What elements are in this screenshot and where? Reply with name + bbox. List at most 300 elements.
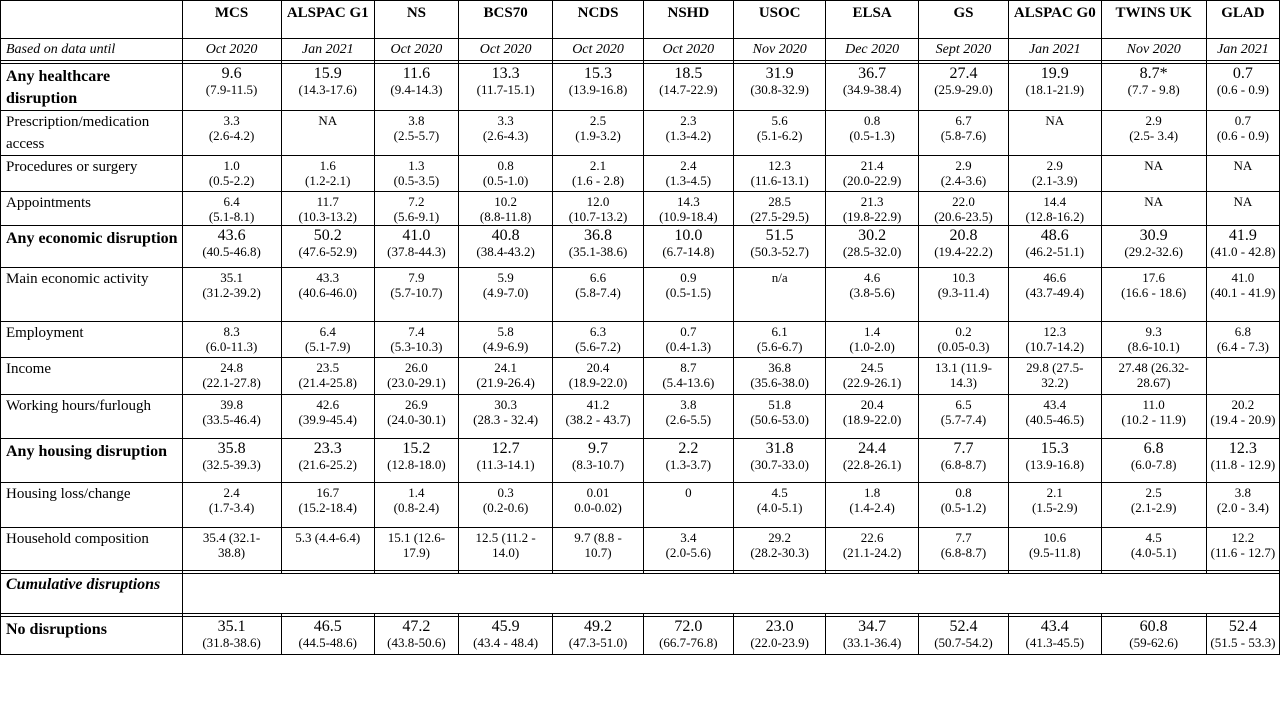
column-header-elsa: ELSA — [826, 1, 918, 39]
column-header-bcs70: BCS70 — [458, 1, 553, 39]
table-cell — [826, 226, 918, 268]
table-row-no-disruptions — [1, 617, 1280, 655]
cell-confidence-interval: 38.8) — [218, 545, 246, 560]
cell-confidence-interval: (8.6-10.1) — [1127, 339, 1180, 354]
cell-estimate: 0.8 — [863, 113, 881, 128]
table-cell — [281, 395, 375, 439]
cell-estimate: 0 — [685, 485, 692, 500]
cell-estimate: 35.4 (32.1- — [202, 530, 261, 545]
table-cell — [1009, 528, 1101, 571]
table-cell — [458, 111, 553, 156]
cell-confidence-interval: (5.7-7.4) — [940, 412, 987, 427]
cell-confidence-interval: (34.9-38.4) — [842, 82, 902, 97]
cell-confidence-interval: (37.8-44.3) — [387, 244, 446, 259]
cell-confidence-interval: (2.0-5.6) — [665, 545, 712, 560]
table-cell — [643, 395, 733, 439]
cell-confidence-interval: (5.8-7.4) — [575, 285, 621, 300]
cell-estimate: 2.9 — [1046, 158, 1063, 173]
cell-confidence-interval: (28.5-32.0) — [842, 244, 902, 259]
cell-estimate: 48.6 — [1040, 227, 1069, 244]
cell-confidence-interval: (7.7 - 9.8) — [1127, 82, 1180, 97]
cell-confidence-interval: (20.6-23.5) — [934, 209, 993, 224]
table-cell — [1101, 111, 1206, 156]
cell-estimate: 12.0 — [586, 194, 610, 209]
cell-estimate: 0.3 — [497, 485, 514, 500]
table-cell — [553, 64, 643, 111]
cumulative-empty-cell — [182, 574, 1279, 614]
cell-estimate: 41.9 — [1228, 227, 1257, 244]
table-cell — [182, 483, 281, 528]
cell-confidence-interval: (5.4-13.6) — [662, 375, 715, 390]
cell-confidence-interval: (25.9-29.0) — [934, 82, 993, 97]
cell-confidence-interval: (35.6-38.0) — [750, 375, 809, 390]
cell-estimate: 23.5 — [316, 360, 340, 375]
table-cell — [553, 358, 643, 395]
cell-estimate: 13.3 — [491, 65, 520, 82]
table-cell — [458, 358, 553, 395]
cell-estimate: 36.7 — [858, 65, 887, 82]
table-cell — [918, 111, 1008, 156]
table-cell — [733, 192, 825, 226]
table-cell — [375, 64, 459, 111]
cell-estimate: 1.6 — [319, 158, 336, 173]
cell-estimate: 30.2 — [858, 227, 887, 244]
table-cell — [643, 617, 733, 655]
cell-confidence-interval: (5.1-6.2) — [756, 128, 803, 143]
cell-confidence-interval: (22.1-27.8) — [202, 375, 261, 390]
table-cell — [1009, 226, 1101, 268]
cell-confidence-interval: (59-62.6) — [1129, 635, 1179, 650]
cell-confidence-interval: (21.1-24.2) — [842, 545, 902, 560]
cell-estimate: 16.7 — [316, 485, 340, 500]
cell-confidence-interval: (18.9-22.0) — [568, 375, 628, 390]
table-cell — [1101, 64, 1206, 111]
cell-confidence-interval: (29.2-32.6) — [1124, 244, 1183, 259]
cell-confidence-interval: (0.8-2.4) — [393, 500, 440, 515]
cell-confidence-interval: (6.0-7.8) — [1130, 457, 1177, 472]
table-cell — [733, 617, 825, 655]
table-cell — [643, 268, 733, 322]
cell-estimate: 12.3 — [1043, 324, 1067, 339]
cell-estimate: 17.6 — [1142, 270, 1166, 285]
cell-estimate: 31.9 — [765, 65, 794, 82]
cell-confidence-interval: (22.9-26.1) — [842, 375, 902, 390]
cell-estimate: 15.9 — [313, 65, 342, 82]
table-cell — [918, 322, 1008, 358]
cell-confidence-interval: (6.8-8.7) — [940, 545, 987, 560]
cell-confidence-interval: (0.5-1.2) — [940, 500, 987, 515]
cell-estimate: 45.9 — [491, 618, 520, 635]
cell-estimate: 11.6 — [402, 65, 431, 82]
cell-estimate: 72.0 — [674, 618, 703, 635]
row-label: Any healthcare disruption — [1, 64, 183, 111]
cell-estimate: 2.1 — [1046, 485, 1063, 500]
table-cell — [1206, 226, 1279, 268]
cell-confidence-interval: (46.2-51.1) — [1025, 244, 1085, 259]
cell-estimate: 29.8 (27.5- — [1026, 360, 1084, 375]
based-on-date: Jan 2021 — [1009, 39, 1101, 61]
cell-estimate: 35.8 — [217, 440, 246, 457]
cumulative-label: Cumulative disruptions — [1, 574, 183, 614]
table-cell — [643, 483, 733, 528]
table-cell — [458, 617, 553, 655]
cell-estimate: 7.9 — [408, 270, 425, 285]
table-cell — [458, 439, 553, 483]
cell-estimate: 22.6 — [860, 530, 884, 545]
cell-estimate: 20.8 — [949, 227, 978, 244]
cell-estimate: 5.8 — [497, 324, 514, 339]
cell-estimate: 12.3 — [1228, 440, 1257, 457]
table-cell — [733, 111, 825, 156]
table-cell — [826, 322, 918, 358]
cell-confidence-interval: (66.7-76.8) — [659, 635, 718, 650]
table-cell — [458, 64, 553, 111]
cell-estimate: 8.7 — [680, 360, 697, 375]
table-cell — [1101, 358, 1206, 395]
table-cell — [375, 268, 459, 322]
table-cell — [1101, 617, 1206, 655]
table-cell — [1101, 226, 1206, 268]
table-cell — [1206, 64, 1279, 111]
cell-estimate: NA — [318, 113, 338, 128]
cell-confidence-interval: (11.6 - 12.7) — [1210, 545, 1276, 560]
cell-estimate: 1.3 — [408, 158, 425, 173]
cell-estimate: NA — [1233, 194, 1253, 209]
header-corner — [1, 1, 183, 39]
cell-confidence-interval: (23.0-29.1) — [387, 375, 446, 390]
cell-confidence-interval: (18.9-22.0) — [842, 412, 902, 427]
cell-confidence-interval: (1.3-3.7) — [665, 457, 712, 472]
based-on-date: Oct 2020 — [182, 39, 281, 61]
cell-confidence-interval: (9.3-11.4) — [937, 285, 990, 300]
cell-estimate: 2.5 — [1145, 485, 1162, 500]
cell-estimate: 31.8 — [765, 440, 794, 457]
cell-confidence-interval: (43.8-50.6) — [387, 635, 446, 650]
cell-confidence-interval: (0.2-0.6) — [482, 500, 529, 515]
table-cell — [1206, 483, 1279, 528]
cell-confidence-interval: (9.4-14.3) — [390, 82, 443, 97]
cell-estimate: 26.9 — [405, 397, 428, 412]
cell-estimate: 5.3 (4.4-6.4) — [295, 530, 361, 545]
row-label: Working hours/furlough — [1, 395, 183, 439]
cell-estimate: 41.0 — [1231, 270, 1255, 285]
column-header-ns: NS — [375, 1, 459, 39]
cell-estimate: 43.3 — [316, 270, 340, 285]
cell-estimate: 22.0 — [952, 194, 975, 209]
cell-estimate: NA — [1233, 158, 1253, 173]
based-on-date: Oct 2020 — [553, 39, 643, 61]
row-label: Main economic activity — [1, 268, 183, 322]
cell-confidence-interval: (8.8-11.8) — [479, 209, 532, 224]
cell-estimate: 15.3 — [1040, 440, 1069, 457]
table-cell — [281, 358, 375, 395]
table-cell — [826, 156, 918, 192]
cell-confidence-interval: (1.3-4.2) — [665, 128, 712, 143]
cell-estimate: 24.5 — [860, 360, 884, 375]
cell-estimate: 8.7* — [1139, 65, 1168, 82]
cell-estimate: 28.5 — [768, 194, 792, 209]
table-cell — [1206, 528, 1279, 571]
table-row-appointments — [1, 192, 1280, 226]
cell-confidence-interval: (33.5-46.4) — [202, 412, 261, 427]
cell-confidence-interval: (15.2-18.4) — [298, 500, 357, 515]
table-cell — [1009, 395, 1101, 439]
table-cell — [918, 358, 1008, 395]
table-cell — [182, 617, 281, 655]
cell-estimate: 34.7 — [858, 618, 887, 635]
table-cell — [733, 322, 825, 358]
table-row-working-hours-furlough — [1, 395, 1280, 439]
cell-estimate: 9.7 — [588, 440, 609, 457]
cell-confidence-interval: (3.8-5.6) — [849, 285, 895, 300]
based-on-date: Jan 2021 — [281, 39, 375, 61]
table-cell — [1206, 322, 1279, 358]
cell-estimate: 3.8 — [1234, 485, 1252, 500]
table-cell — [281, 528, 375, 571]
table-cell — [182, 111, 281, 156]
cell-estimate: 12.7 — [491, 440, 520, 457]
table-row-employment — [1, 322, 1280, 358]
cell-confidence-interval: (38.4-43.2) — [476, 244, 535, 259]
table-cell — [281, 439, 375, 483]
table-cell — [375, 439, 459, 483]
table-cell — [918, 64, 1008, 111]
cell-confidence-interval: (0.6 - 0.9) — [1216, 128, 1269, 143]
table-cell — [733, 358, 825, 395]
cell-confidence-interval: (19.4 - 20.9) — [1210, 412, 1276, 427]
cell-estimate: 3.3 — [497, 113, 514, 128]
cell-confidence-interval: 10.7) — [584, 545, 612, 560]
cell-estimate: 26.0 — [405, 360, 428, 375]
based-on-date: Nov 2020 — [1101, 39, 1206, 61]
table-cell — [733, 528, 825, 571]
cell-confidence-interval: (0.5-1.5) — [665, 285, 712, 300]
cell-estimate: 51.5 — [765, 227, 794, 244]
row-label: Housing loss/change — [1, 483, 183, 528]
cell-estimate: 1.4 — [408, 485, 425, 500]
cell-confidence-interval: (13.9-16.8) — [1025, 457, 1085, 472]
table-header-row — [1, 1, 1280, 39]
cell-confidence-interval: (35.1-38.6) — [568, 244, 628, 259]
table-cell — [826, 268, 918, 322]
cell-estimate: 0.8 — [497, 158, 514, 173]
cell-estimate: 23.0 — [765, 618, 794, 635]
cell-estimate: 2.2 — [678, 440, 699, 457]
cell-estimate: 10.0 — [674, 227, 703, 244]
table-cell — [826, 439, 918, 483]
table-cell — [182, 226, 281, 268]
table-cell — [1206, 156, 1279, 192]
cell-confidence-interval: (2.1-2.9) — [1130, 500, 1177, 515]
cell-confidence-interval: (43.4 - 48.4) — [473, 635, 539, 650]
cell-estimate: 13.1 (11.9- — [934, 360, 992, 375]
table-cell — [918, 192, 1008, 226]
cell-confidence-interval: (0.4-1.3) — [665, 339, 712, 354]
cell-estimate: 15.1 (12.6- — [387, 530, 446, 545]
table-cell — [553, 617, 643, 655]
cell-estimate: 12.5 (11.2 - — [475, 530, 536, 545]
cell-confidence-interval: (41.0 - 42.8) — [1210, 244, 1276, 259]
table-row-prescription-medication-access — [1, 111, 1280, 156]
cell-estimate: 12.2 — [1231, 530, 1255, 545]
cell-estimate: 18.5 — [674, 65, 703, 82]
table-cell — [281, 64, 375, 111]
cell-estimate: n/a — [771, 270, 788, 285]
cell-estimate: 6.6 — [589, 270, 607, 285]
table-cell — [375, 358, 459, 395]
cell-estimate: NA — [1144, 194, 1164, 209]
cell-confidence-interval: (40.1 - 41.9) — [1210, 285, 1276, 300]
table-cell — [281, 156, 375, 192]
cell-estimate: 35.1 — [220, 270, 243, 285]
cell-estimate: 10.3 — [952, 270, 975, 285]
cell-confidence-interval: (6.4 - 7.3) — [1216, 339, 1269, 354]
cell-estimate: 35.1 — [217, 618, 246, 635]
table-cell — [182, 64, 281, 111]
cell-confidence-interval: (0.05-0.3) — [937, 339, 990, 354]
table-cell — [643, 439, 733, 483]
table-cell — [553, 226, 643, 268]
table-cell — [826, 64, 918, 111]
cell-confidence-interval: (18.1-21.9) — [1025, 82, 1085, 97]
table-cell — [733, 439, 825, 483]
table-cell — [281, 111, 375, 156]
cell-estimate: 6.7 — [955, 113, 972, 128]
cell-estimate: 51.8 — [768, 397, 792, 412]
cell-estimate: 11.0 — [1142, 397, 1165, 412]
cell-confidence-interval: (40.5-46.8) — [202, 244, 261, 259]
table-cell — [733, 226, 825, 268]
table-cell — [182, 268, 281, 322]
table-cell — [1009, 617, 1101, 655]
cell-estimate: 10.2 — [494, 194, 517, 209]
cell-confidence-interval: (4.0-5.1) — [756, 500, 803, 515]
table-cell — [375, 395, 459, 439]
cell-estimate: 11.7 — [316, 194, 339, 209]
cell-estimate: 43.4 — [1043, 397, 1067, 412]
cell-estimate: 6.5 — [955, 397, 972, 412]
based-on-label: Based on data until — [1, 39, 183, 61]
table-cell — [1206, 192, 1279, 226]
cell-estimate: 30.3 — [494, 397, 517, 412]
table-cell — [1101, 439, 1206, 483]
table-cell — [182, 322, 281, 358]
table-cell — [458, 322, 553, 358]
cell-estimate: 6.4 — [319, 324, 336, 339]
cell-estimate: 14.4 — [1043, 194, 1067, 209]
table-cell — [918, 483, 1008, 528]
table-cell — [918, 617, 1008, 655]
table-cell — [1009, 358, 1101, 395]
table-cell — [826, 483, 918, 528]
column-header-ncds: NCDS — [553, 1, 643, 39]
table-cell — [1101, 322, 1206, 358]
cell-estimate: 42.6 — [316, 397, 340, 412]
table-cell — [1009, 439, 1101, 483]
cell-estimate: 27.48 (26.32- — [1118, 360, 1189, 375]
cell-confidence-interval: (1.9-3.2) — [575, 128, 621, 143]
cell-estimate: 2.5 — [589, 113, 607, 128]
cell-confidence-interval: (0.5-1.3) — [849, 128, 895, 143]
cell-confidence-interval: (38.2 - 43.7) — [565, 412, 631, 427]
table-cell — [553, 483, 643, 528]
cell-estimate: 0.9 — [680, 270, 697, 285]
cell-estimate: 4.5 — [771, 485, 788, 500]
table-cell — [553, 528, 643, 571]
cell-confidence-interval: (6.7-14.8) — [662, 244, 715, 259]
cell-confidence-interval: (0.5-3.5) — [393, 173, 440, 188]
cell-confidence-interval: (19.4-22.2) — [934, 244, 993, 259]
cell-estimate: 20.4 — [586, 360, 610, 375]
column-header-alspac-g1: ALSPAC G1 — [281, 1, 375, 39]
table-cell — [458, 226, 553, 268]
table-cell — [826, 395, 918, 439]
cell-estimate: 10.6 — [1043, 530, 1067, 545]
table-cell — [1009, 322, 1101, 358]
table-cell — [826, 111, 918, 156]
cell-confidence-interval: (30.7-33.0) — [750, 457, 809, 472]
cell-confidence-interval: (12.8-16.2) — [1025, 209, 1085, 224]
cell-estimate: 23.3 — [313, 440, 342, 457]
table-cell — [643, 111, 733, 156]
table-cell — [1009, 156, 1101, 192]
table-row-any-healthcare-disruption — [1, 64, 1280, 111]
table-cell — [553, 111, 643, 156]
cell-estimate: 6.3 — [589, 324, 607, 339]
cell-estimate: 1.0 — [223, 158, 240, 173]
cell-confidence-interval: (2.1-3.9) — [1032, 173, 1078, 188]
table-cell — [643, 528, 733, 571]
table-cell — [553, 192, 643, 226]
table-cell — [643, 156, 733, 192]
cell-confidence-interval: (22.0-23.9) — [750, 635, 809, 650]
column-header-twins-uk: TWINS UK — [1101, 1, 1206, 39]
cell-confidence-interval: (51.5 - 53.3) — [1210, 635, 1276, 650]
cell-confidence-interval: (1.7-3.4) — [208, 500, 255, 515]
table-cell — [182, 528, 281, 571]
cell-confidence-interval: (2.0 - 3.4) — [1216, 500, 1269, 515]
column-header-mcs: MCS — [182, 1, 281, 39]
cell-confidence-interval: (6.8-8.7) — [940, 457, 987, 472]
cell-confidence-interval: (5.7-10.7) — [390, 285, 443, 300]
cell-estimate: 24.1 — [494, 360, 517, 375]
cell-confidence-interval: (14.7-22.9) — [659, 82, 718, 97]
cell-estimate: 41.0 — [402, 227, 431, 244]
cell-confidence-interval: (28.3 - 32.4) — [473, 412, 539, 427]
cell-confidence-interval: (31.2-39.2) — [202, 285, 261, 300]
table-cell — [733, 483, 825, 528]
cell-confidence-interval: (40.6-46.0) — [298, 285, 357, 300]
cell-estimate: 52.4 — [949, 618, 978, 635]
cell-estimate: 0.8 — [955, 485, 972, 500]
table-cell — [375, 483, 459, 528]
cell-estimate: 43.4 — [1040, 618, 1069, 635]
table-cell — [1206, 268, 1279, 322]
cell-estimate — [1208, 358, 1278, 360]
table-cell — [458, 156, 553, 192]
table-cell — [281, 268, 375, 322]
cell-confidence-interval: (10.9-18.4) — [659, 209, 718, 224]
row-label: Employment — [1, 322, 183, 358]
cell-confidence-interval: (28.2-30.3) — [750, 545, 809, 560]
cell-confidence-interval: (21.9-26.4) — [476, 375, 535, 390]
table-cell — [553, 322, 643, 358]
table-cell — [458, 268, 553, 322]
cell-confidence-interval: (27.5-29.5) — [750, 209, 809, 224]
cell-estimate: 0.7 — [1232, 65, 1253, 82]
based-on-date: Nov 2020 — [733, 39, 825, 61]
cell-confidence-interval: (11.8 - 12.9) — [1210, 457, 1276, 472]
